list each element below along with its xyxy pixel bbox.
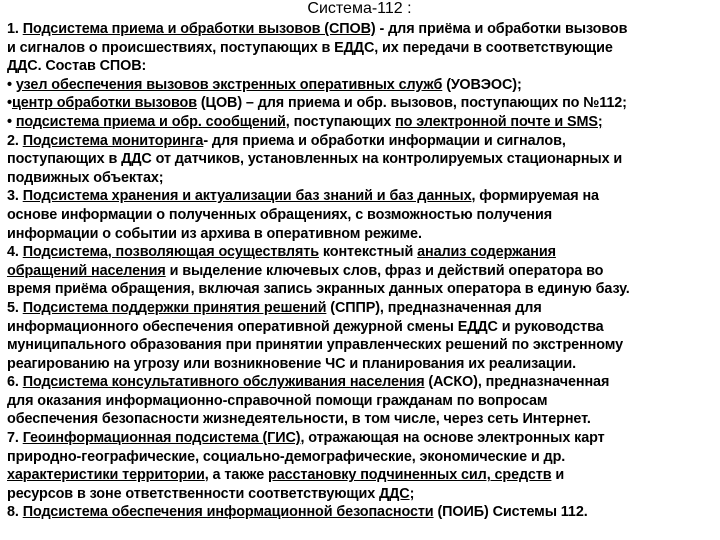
text-line [7,373,712,392]
text-segment: ДДС. Состав СПОВ: [7,58,147,75]
text-line [7,448,712,467]
text-segment: обеспечения безопасности жизнедеятельности, в том числе, через сеть Интернет. [7,411,591,428]
text-segment: основе информации о полученных обращениях, с возможностью получения [7,206,552,223]
text-segment: и сигналов о происшествиях, поступающих в ЕДДС, их передачи в соответствующие [7,39,613,56]
text-line [7,336,712,355]
text-segment: 7. [7,430,23,447]
text-line [7,503,712,522]
text-line [7,39,712,58]
text-line [7,206,712,225]
text-segment: (АСКО), предназначенная [424,374,610,391]
text-line [7,76,712,95]
text-line [7,169,712,188]
text-segment: и выделение ключевых слов, фраз и действий оператора во [165,262,604,279]
underlined-term: Подсистема обеспечения информационной безопасности [22,504,434,521]
text-segment: реагированию на угрозу или возникновение ЧС и планирования их реализации. [7,355,576,372]
text-segment: (УОВЭОС); [442,76,522,93]
text-line [7,132,712,151]
text-segment: природно-географические, социально-демографические, экономические и др. [7,448,566,465]
text-line [7,485,712,504]
underlined-term: Геоинформационная подсистема (ГИС) [22,430,301,447]
text-segment: 6. [7,374,23,391]
underlined-term: Подсистема приема и обработки вызовов (СПОВ) [22,21,376,37]
text-segment: • [7,76,16,93]
underlined-term: Подсистема консультативного обслуживания населения [22,374,425,391]
text-line [7,429,712,448]
text-segment: и [551,467,565,484]
text-line [7,150,712,169]
text-line [7,225,712,244]
text-line [7,318,712,337]
text-line [7,113,712,132]
text-segment: время приёма обращения, включая запись экранных данных оператора в единую базу. [7,281,630,298]
text-segment: ; [409,485,415,502]
text-segment: ресурсов в зоне ответственности соответствующих [7,485,379,502]
underlined-term: расстановку подчиненных сил, средств [268,467,552,484]
text-line [7,94,712,113]
text-line [7,299,712,318]
underlined-term: по электронной почте и SMS; [395,113,603,130]
underlined-term: Подсистема, позволяющая осуществлять [22,244,319,261]
text-segment: (СППР), предназначенная для [326,299,542,316]
text-segment: информации о событии из архива в оперативном режиме. [7,225,422,242]
underlined-term: обращений населения [7,262,166,279]
underlined-term: Подсистема хранения и актуализации баз знаний и баз данных [22,188,472,205]
text-line [7,392,712,411]
text-segment: контекстный [318,244,418,261]
text-line [7,410,712,429]
text-segment: • [7,113,16,130]
text-segment: 3. [7,188,23,205]
text-segment: (ПОИБ) Системы 112. [433,504,588,521]
text-line [7,280,712,299]
text-segment: • [7,95,12,112]
text-segment: (ЦОВ) – для приема и обр. вызовов, поступающих по №112; [196,95,627,112]
underlined-term: центр обработки вызовов [11,95,197,112]
text-segment: для оказания информационно-справочной помощи гражданам по вопросам [7,392,548,409]
text-segment: , отражающая на основе электронных карт [300,430,605,447]
text-segment: - для приема и обработки информации и сигналов, [203,132,566,149]
text-line [7,187,712,206]
text-segment: подвижных объектах; [7,169,164,186]
text-segment: муниципального образования при принятии управленческих решений по экстренному [7,337,623,354]
text-line [7,20,712,39]
text-segment: 1. [7,21,23,37]
text-segment: поступающих в ДДС от датчиков, установленных на контролируемых стационарных и [7,151,623,168]
underlined-term: Подсистема поддержки принятия решений [22,299,327,316]
body-text [7,20,712,522]
page-title: Система-112 : [307,0,412,17]
underlined-term: анализ содержания [417,244,556,261]
text-segment: - для приёма и обработки вызовов [375,21,628,37]
text-segment: 5. [7,299,23,316]
text-segment: информационного обеспечения оперативной дежурной смены ЕДДС и руководства [7,318,604,335]
underlined-term: характеристики территории [7,467,205,484]
text-segment: 8. [7,504,23,521]
text-line [7,243,712,262]
text-line [7,355,712,374]
underlined-term: подсистема приема и обр. сообщений [15,113,286,130]
text-line [7,262,712,281]
text-segment: , а также [204,467,269,484]
underlined-term: Подсистема мониторинга [22,132,204,149]
underlined-term: узел обеспечения вызовов экстренных оперативных служб [15,76,443,93]
text-line [7,466,712,485]
text-segment: 4. [7,244,23,261]
text-segment: 2. [7,132,23,149]
underlined-term: ДДС [379,485,410,502]
text-segment: , поступающих [285,113,396,130]
text-line [7,57,712,76]
text-segment: , формируемая на [471,188,599,205]
